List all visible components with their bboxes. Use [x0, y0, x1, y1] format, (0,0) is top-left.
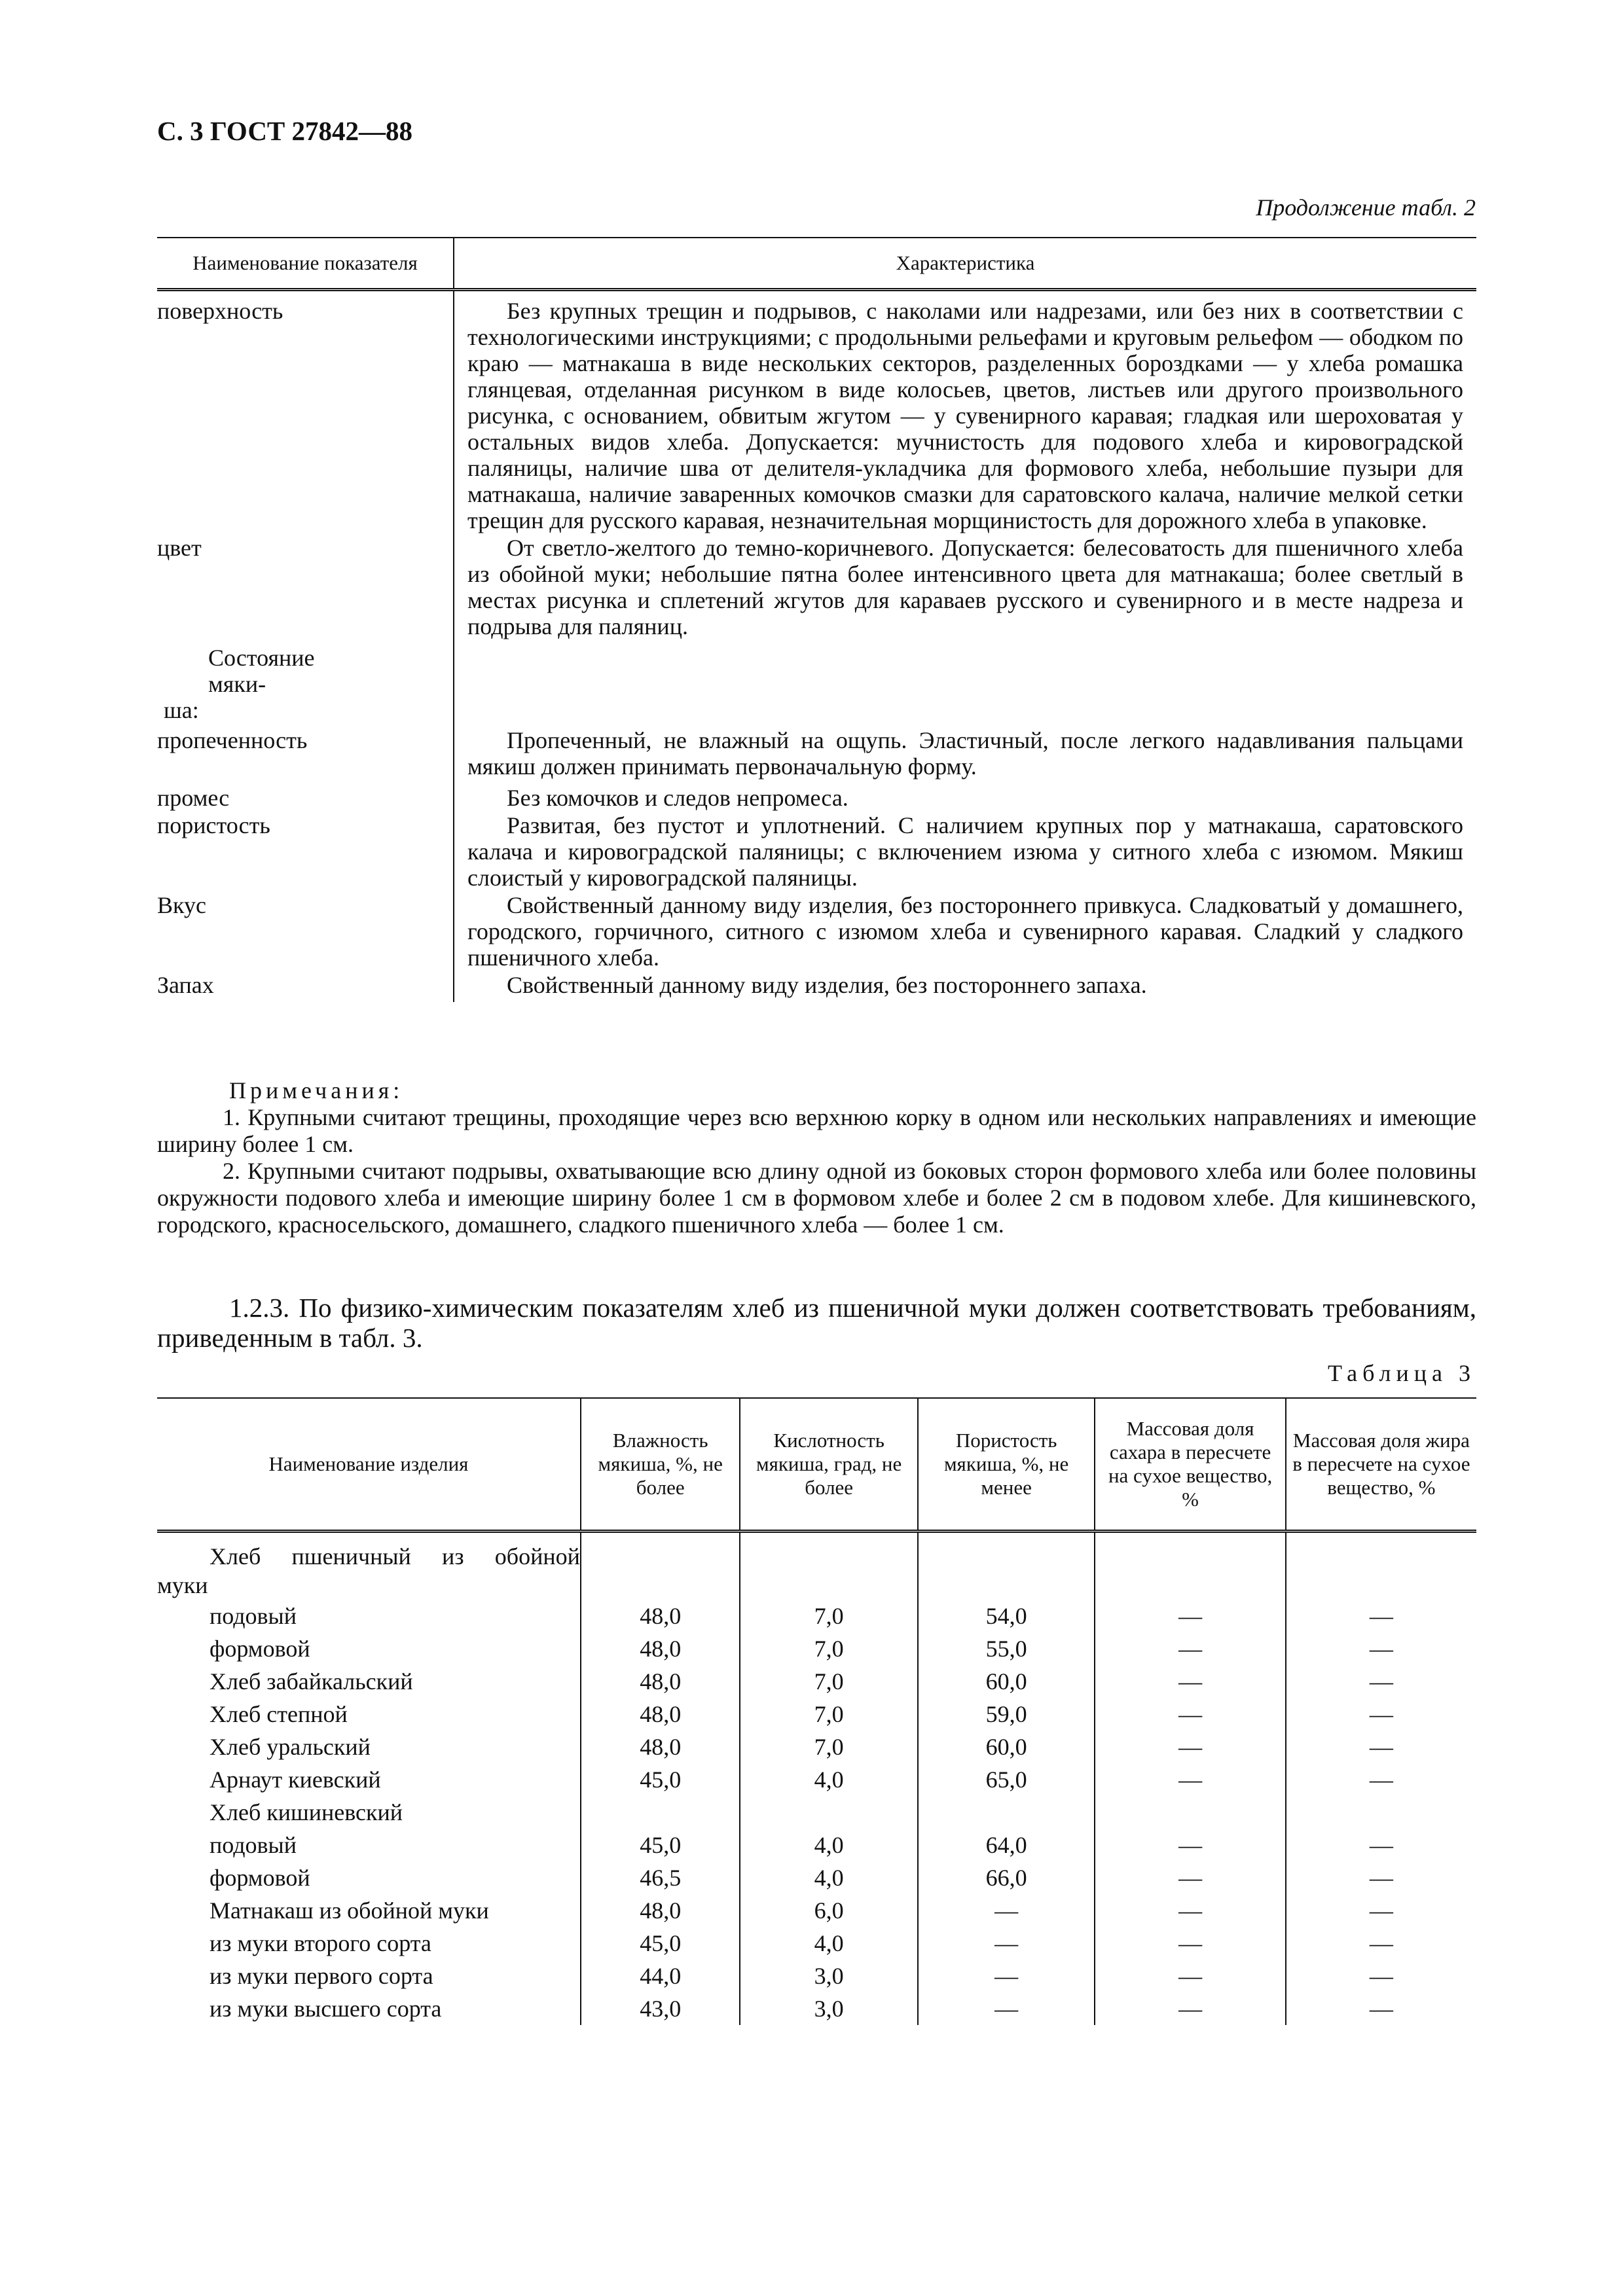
product-name: Хлеб степной: [210, 1701, 348, 1727]
porosity-value: 54,0: [918, 1600, 1095, 1632]
sugar-value: —: [1095, 1698, 1285, 1731]
table-row: [157, 1992, 1476, 2025]
porosity-value: 65,0: [918, 1763, 1095, 1796]
table-row: [157, 812, 1476, 892]
indicator-text: От светло-желтого до темно-коричневого. Допускается: белесоватость для пшеничного хлеба из обойной муки; небольшие пятна более интенсивного цвета для матнакаша; более светлый в местах рисунка и сплетений жгутов для караваев русского и сувенирного и в месте надреза и подрыва для паляниц.: [467, 535, 1463, 639]
fat-value: —: [1286, 1698, 1476, 1731]
column-header-porosity: Пористость мякиша, %, не менее: [918, 1398, 1095, 1532]
table-row: [157, 972, 1476, 1002]
fat-value: —: [1286, 1632, 1476, 1665]
table-row-group: [157, 1796, 1476, 1829]
notes-title: Примечания:: [229, 1077, 404, 1103]
product-group-line-2: муки: [157, 1572, 208, 1598]
product-name: Арнаут киевский: [210, 1767, 381, 1793]
sugar-value: —: [1095, 1763, 1285, 1796]
sugar-value: —: [1095, 1960, 1285, 1992]
moisture-value: 45,0: [581, 1763, 740, 1796]
indicator-name: Запах: [157, 972, 454, 1002]
product-group-line-1: Хлеб пшеничный из обойной: [210, 1543, 580, 1570]
fat-value: —: [1286, 1894, 1476, 1927]
product-name: из муки второго сорта: [210, 1930, 431, 1956]
indicator-group-line-1: Состояние мяки-: [208, 645, 315, 697]
column-header-product: Наименование изделия: [157, 1398, 581, 1532]
fat-value: —: [1286, 1763, 1476, 1796]
product-name: из муки высшего сорта: [210, 1996, 442, 2022]
indicator-name: промес: [157, 781, 454, 812]
acidity-value: 7,0: [740, 1731, 917, 1763]
indicator-name: пористость: [157, 812, 454, 892]
sugar-value: —: [1095, 1731, 1285, 1763]
sugar-value: —: [1095, 1665, 1285, 1698]
section-paragraph: 1.2.3. По физико-химическим показателям хлеб из пшеничной муки должен соответствовать требованиям, приведенным в табл. 3.: [157, 1293, 1476, 1353]
table-row: [157, 1698, 1476, 1731]
indicator-text: Пропеченный, не влажный на ощупь. Эластичный, после легкого надавливания пальцами мякиш должен принимать первоначальную форму.: [467, 727, 1463, 780]
product-group-name: Хлеб кишиневский: [210, 1799, 403, 1825]
acidity-value: 4,0: [740, 1927, 917, 1960]
porosity-value: 60,0: [918, 1665, 1095, 1698]
table-row: [157, 1763, 1476, 1796]
table-row: [157, 290, 1476, 535]
product-name: из муки первого сорта: [210, 1963, 433, 1989]
porosity-value: 66,0: [918, 1861, 1095, 1894]
table-row-group: [157, 1532, 1476, 1600]
table-row: [157, 781, 1476, 812]
acidity-value: 4,0: [740, 1861, 917, 1894]
indicator-name: пропеченность: [157, 723, 454, 781]
table-row: [157, 535, 1476, 641]
table-row: [157, 1829, 1476, 1861]
column-header-characteristic: Характеристика: [454, 238, 1476, 290]
acidity-value: 7,0: [740, 1665, 917, 1698]
table-row: [157, 1665, 1476, 1698]
note-item: 1. Крупными считают трещины, проходящие через всю верхнюю корку в одном или нескольких направлениях и имеющие ширину более 1 см.: [157, 1104, 1476, 1157]
porosity-value: 59,0: [918, 1698, 1095, 1731]
product-name: Хлеб забайкальский: [210, 1668, 413, 1695]
table-row: [157, 892, 1476, 972]
sugar-value: —: [1095, 1600, 1285, 1632]
porosity-value: —: [918, 1992, 1095, 2025]
moisture-value: 48,0: [581, 1600, 740, 1632]
table-continuation-caption: Продолжение табл. 2: [1256, 194, 1476, 221]
indicator-name: поверхность: [157, 290, 454, 535]
sugar-value: —: [1095, 1992, 1285, 2025]
moisture-value: 48,0: [581, 1894, 740, 1927]
acidity-value: 4,0: [740, 1829, 917, 1861]
sugar-value: —: [1095, 1927, 1285, 1960]
acidity-value: 6,0: [740, 1894, 917, 1927]
acidity-value: 7,0: [740, 1632, 917, 1665]
sugar-value: —: [1095, 1861, 1285, 1894]
table-row: [157, 1927, 1476, 1960]
indicator-text: Без крупных трещин и подрывов, с наколами или надрезами, или без них в соответствии с технологическими инструкциями; с продольными рельефами и круговым рельефом — ободком по краю — матнакаша в виде нескольких секторов, разделенных бороздками — у хлеба ромашка глянцевая, отделанная рисунком в виде колосьев, цветов, листьев или другого произвольного рисунка, с основанием, обвитым жгутом — у сувенирного каравая; гладкая или шероховатая у остальных видов хлеба. Допускается: мучнистость для подового хлеба и кировоградской паляницы, наличие шва от делителя-укладчика для формового хлеба, небольшие пузыри для матнакаша, наличие заваренных комочков смазки для саратовского калача, наличие мелкой сетки трещин для русского каравая, незначительная морщинистость для дорожного хлеба в упаковке.: [467, 298, 1463, 533]
sugar-value: —: [1095, 1829, 1285, 1861]
product-name: формовой: [210, 1636, 310, 1662]
porosity-value: —: [918, 1927, 1095, 1960]
page-header: С. 3 ГОСТ 27842—88: [157, 116, 413, 146]
indicator-text: Без комочков и следов непромеса.: [507, 785, 848, 811]
moisture-value: 48,0: [581, 1632, 740, 1665]
indicator-text-empty: [454, 641, 1476, 723]
moisture-value: 44,0: [581, 1960, 740, 1992]
fat-value: —: [1286, 1665, 1476, 1698]
fat-value: —: [1286, 1829, 1476, 1861]
product-name: Матнакаш из обойной муки: [210, 1897, 489, 1924]
table-row: [157, 1960, 1476, 1992]
porosity-value: 64,0: [918, 1829, 1095, 1861]
moisture-value: 45,0: [581, 1927, 740, 1960]
porosity-value: 60,0: [918, 1731, 1095, 1763]
fat-value: —: [1286, 1731, 1476, 1763]
fat-value: —: [1286, 1992, 1476, 2025]
product-name: Хлеб уральский: [210, 1734, 371, 1760]
acidity-value: 3,0: [740, 1992, 917, 2025]
acidity-value: 7,0: [740, 1698, 917, 1731]
indicator-name: цвет: [157, 535, 454, 641]
porosity-value: —: [918, 1960, 1095, 1992]
column-header-sugar: Массовая доля сахара в пересчете на сухое вещество, %: [1095, 1398, 1285, 1532]
table-row: [157, 1894, 1476, 1927]
table-3-label: Таблица 3: [1328, 1360, 1476, 1386]
acidity-value: 3,0: [740, 1960, 917, 1992]
indicator-group-name: [157, 641, 454, 723]
table-3: [157, 1397, 1476, 2025]
moisture-value: 46,5: [581, 1861, 740, 1894]
column-header-fat: Массовая доля жира в пересчете на сухое вещество, %: [1286, 1398, 1476, 1532]
moisture-value: 48,0: [581, 1665, 740, 1698]
column-header-indicator: Наименование показателя: [157, 238, 454, 290]
acidity-value: 4,0: [740, 1763, 917, 1796]
moisture-value: 43,0: [581, 1992, 740, 2025]
table-row: [157, 1861, 1476, 1894]
acidity-value: 7,0: [740, 1600, 917, 1632]
fat-value: —: [1286, 1927, 1476, 1960]
sugar-value: —: [1095, 1894, 1285, 1927]
product-name: подовый: [210, 1603, 297, 1629]
table-row: [157, 1731, 1476, 1763]
table-row: [157, 1600, 1476, 1632]
product-group-name: [157, 1532, 581, 1600]
porosity-value: —: [918, 1894, 1095, 1927]
notes: [157, 1077, 1476, 1238]
table-row: [157, 1632, 1476, 1665]
moisture-value: 48,0: [581, 1698, 740, 1731]
fat-value: —: [1286, 1600, 1476, 1632]
table-row: [157, 723, 1476, 781]
note-item: 2. Крупными считают подрывы, охватывающие всю длину одной из боковых сторон формового хлеба или более половины окружности подового хлеба и имеющие ширину более 1 см в формовом хлебе и более 2 см в подовом хлебе. Для кишиневского, городского, красносельского, домашнего, сладкого пшеничного хлеба — более 1 см.: [157, 1158, 1476, 1238]
indicator-text: Развитая, без пустот и уплотнений. С наличием крупных пор у матнакаша, саратовского калача и кировоградской паляницы; с включением изюма у ситного хлеба с изюмом. Мякиш слоистый у кировоградской паляницы.: [467, 812, 1463, 891]
table-2-continuation: [157, 237, 1476, 1002]
table-row: [157, 641, 1476, 723]
product-name: подовый: [210, 1832, 297, 1858]
indicator-group-line-2: ша:: [164, 697, 199, 723]
indicator-name: Вкус: [157, 892, 454, 972]
indicator-text: Свойственный данному виду изделия, без постороннего запаха.: [507, 972, 1147, 998]
fat-value: —: [1286, 1960, 1476, 1992]
indicator-text: Свойственный данному виду изделия, без постороннего привкуса. Сладковатый у домашнего, городского, горчичного, ситного с изюмом хлеба и сувенирного каравая. Сладкий у сладкого пшеничного хлеба.: [467, 892, 1463, 971]
column-header-moisture: Влажность мякиша, %, не более: [581, 1398, 740, 1532]
product-name: формовой: [210, 1865, 310, 1891]
porosity-value: 55,0: [918, 1632, 1095, 1665]
fat-value: —: [1286, 1861, 1476, 1894]
sugar-value: —: [1095, 1632, 1285, 1665]
column-header-acidity: Кислотность мякиша, град, не более: [740, 1398, 917, 1532]
moisture-value: 45,0: [581, 1829, 740, 1861]
moisture-value: 48,0: [581, 1731, 740, 1763]
